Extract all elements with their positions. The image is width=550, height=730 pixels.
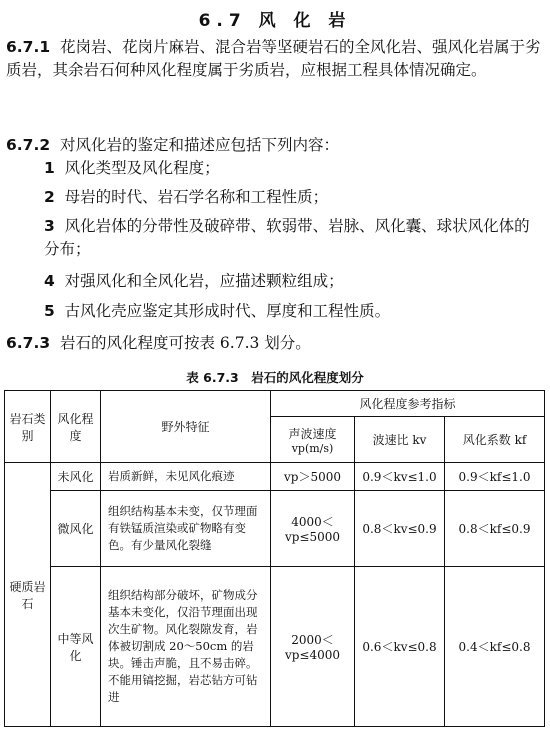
ratio-cell: 0.9＜kv≤1.0 bbox=[355, 463, 445, 491]
item-number: 2 bbox=[44, 188, 55, 206]
item-text: 对强风化和全风化岩，应描述颗粒组成； bbox=[64, 272, 344, 290]
item-text: 风化类型及风化程度； bbox=[64, 159, 220, 177]
coefficient-cell: 0.9＜kf≤1.0 bbox=[445, 463, 545, 491]
velocity-cell: 2000＜vp≤4000 bbox=[271, 567, 355, 727]
paragraph-6-7-1 bbox=[6, 36, 542, 82]
header-indicators: 风化程度参考指标 bbox=[271, 391, 545, 417]
list-item-4 bbox=[44, 270, 542, 293]
clause-number: 6.7.3 bbox=[6, 334, 51, 352]
coefficient-cell: 0.4＜kf≤0.8 bbox=[445, 567, 545, 727]
velocity-cell: 4000＜vp≤5000 bbox=[271, 491, 355, 567]
velocity-label: 声波速度 bbox=[288, 426, 337, 441]
header-degree: 风化程度 bbox=[51, 391, 101, 463]
paragraph-6-7-3 bbox=[6, 332, 542, 355]
item-text: 古风化壳应鉴定其形成时代、厚度和工程性质。 bbox=[64, 302, 391, 320]
header-velocity bbox=[271, 417, 355, 463]
item-number: 3 bbox=[44, 217, 55, 235]
coefficient-cell: 0.8＜kf≤0.9 bbox=[445, 491, 545, 567]
degree-cell: 未风化 bbox=[51, 463, 101, 491]
velocity-unit: vp(m/s) bbox=[291, 441, 334, 455]
item-text: 风化岩体的分带性及破碎带、软弱带、岩脉、风化囊、球状风化体的分布； bbox=[44, 217, 530, 258]
list-item-5 bbox=[44, 300, 542, 323]
degree-cell: 微风化 bbox=[51, 491, 101, 567]
ratio-cell: 0.6＜kv≤0.8 bbox=[355, 567, 445, 727]
clause-text: 对风化岩的鉴定和描述应包括下列内容： bbox=[60, 136, 340, 154]
rock-group-cell: 硬质岩石 bbox=[5, 463, 51, 727]
clause-text: 岩石的风化程度可按表 6.7.3 划分。 bbox=[60, 334, 311, 352]
table-row bbox=[5, 463, 545, 491]
clause-number: 6.7.2 bbox=[6, 136, 51, 154]
field-cell: 组织结构基本未变，仅节理面有铁锰质渲染或矿物略有变色。有少量风化裂缝 bbox=[101, 491, 271, 567]
list-item-3 bbox=[44, 215, 542, 261]
header-field-features: 野外特征 bbox=[101, 391, 271, 463]
item-number: 1 bbox=[44, 159, 55, 177]
table-row bbox=[5, 567, 545, 727]
field-cell: 岩质新鲜，未见风化痕迹 bbox=[101, 463, 271, 491]
item-text: 母岩的时代、岩石学名称和工程性质； bbox=[64, 188, 329, 206]
clause-number: 6.7.1 bbox=[6, 38, 51, 56]
item-number: 4 bbox=[44, 272, 55, 290]
header-ratio: 波速比 kv bbox=[355, 417, 445, 463]
list-item-1 bbox=[44, 157, 542, 180]
table-caption: 表 6.7.3 岩石的风化程度划分 bbox=[186, 370, 364, 385]
weathering-table bbox=[4, 390, 545, 727]
degree-cell: 中等风化 bbox=[51, 567, 101, 727]
clause-text: 花岗岩、花岗片麻岩、混合岩等坚硬岩石的全风化岩、强风化岩属于劣质岩，其余岩石何种风化程度属于劣质岩，应根据工程具体情况确定。 bbox=[6, 38, 541, 79]
paragraph-6-7-2 bbox=[6, 134, 542, 157]
item-number: 5 bbox=[44, 302, 55, 320]
table-row bbox=[5, 491, 545, 567]
list-item-2 bbox=[44, 186, 542, 209]
header-rock-type: 岩石类别 bbox=[5, 391, 51, 463]
field-cell: 组织结构部分破坏，矿物成分基本未变化，仅沿节理面出现次生矿物。风化裂隙发育，岩体被切割成 20～50cm 的岩块。锤击声脆，且不易击碎。不能用镐挖掘，岩芯钻方可钻进 bbox=[101, 567, 271, 727]
header-coefficient: 风化系数 kf bbox=[445, 417, 545, 463]
velocity-cell: vp＞5000 bbox=[271, 463, 355, 491]
section-title: 6.7 风 化 岩 bbox=[198, 11, 352, 31]
ratio-cell: 0.8＜kv≤0.9 bbox=[355, 491, 445, 567]
